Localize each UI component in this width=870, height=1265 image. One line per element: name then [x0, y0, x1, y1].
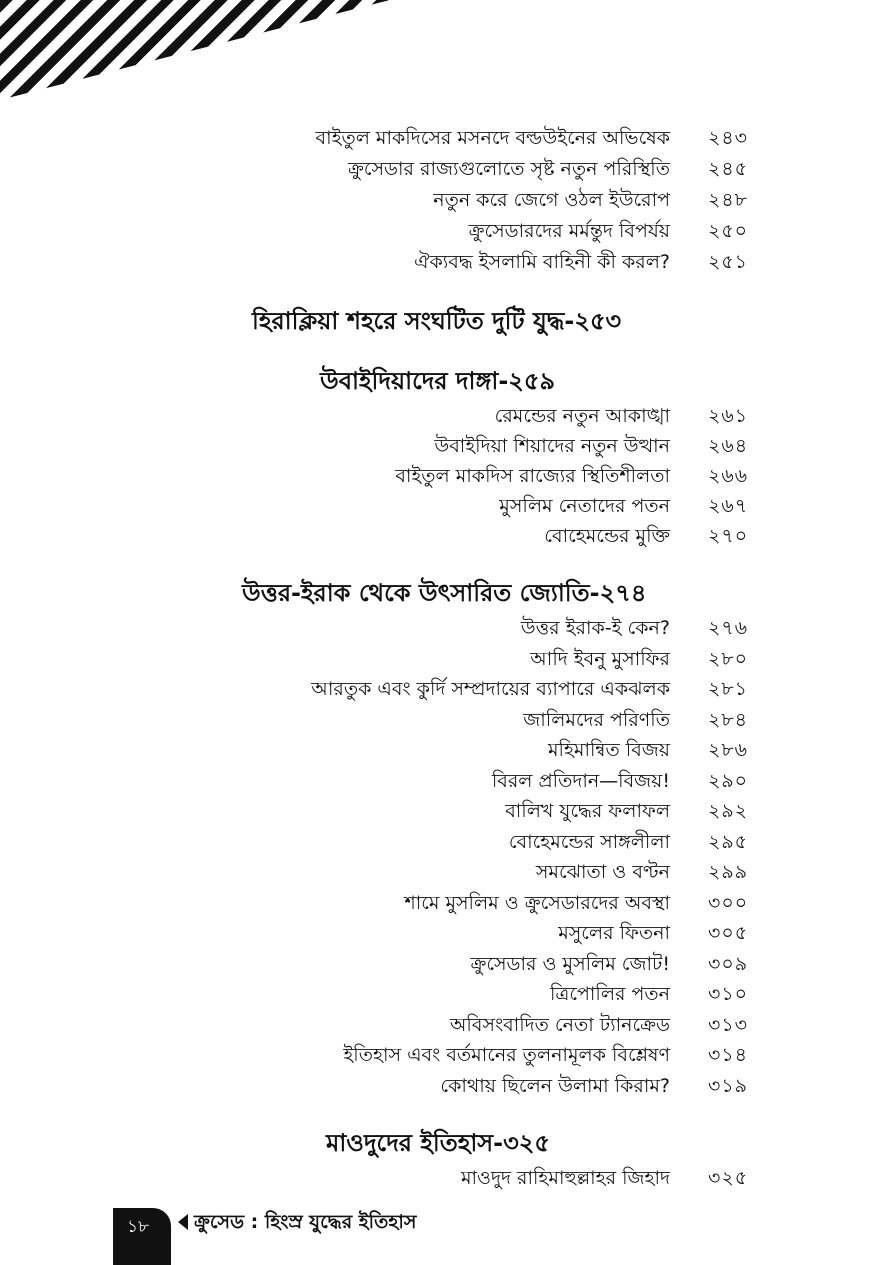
toc-entry-page: ২৬৬ [708, 465, 749, 487]
toc-entry-title[interactable]: রেমন্ডের নতুন আকাঙ্খা [494, 405, 670, 427]
toc-entry-title[interactable]: উবাইদিয়া শিয়াদের নতুন উত্থান [434, 435, 670, 457]
footer-book-title: ক্রুসেড : হিংস্র যুদ্ধের ইতিহাস [194, 1211, 417, 1233]
toc-section-heading[interactable]: হিরাক্লিয়া শহরে সংঘটিত দুটি যুদ্ধ-২৫৩ [252, 307, 622, 335]
toc-entry-page: ২৬৭ [708, 495, 749, 517]
toc-entry-page: ৩১৯ [708, 1075, 749, 1097]
toc-entry-page: ২৪৫ [708, 158, 749, 180]
toc-entry-title[interactable]: ক্রুসেডার রাজ্যগুলোতে সৃষ্ট নতুন পরিস্থিতি [347, 158, 670, 180]
toc-entry-title[interactable]: কোথায় ছিলেন উলামা কিরাম? [440, 1075, 670, 1097]
toc-entry-page: ৩১৪ [708, 1044, 749, 1066]
triangle-left-icon [178, 1214, 188, 1230]
toc-entry-title[interactable]: জালিমদের পরিণতি [523, 709, 670, 731]
toc-entry-page: ২৮৪ [708, 709, 749, 731]
toc-entry-page: ২৫১ [708, 251, 749, 273]
toc-section-heading[interactable]: মাওদুদের ইতিহাস-৩২৫ [326, 1129, 550, 1157]
toc-entry-title[interactable]: বাইতুল মাকদিস রাজ্যের স্থিতিশীলতা [395, 465, 670, 487]
toc-entry-title[interactable]: ঐক্যবদ্ধ ইসলামি বাহিনী কী করল? [414, 251, 670, 273]
toc-entry-title[interactable]: বোহেমন্ডের সাঙ্গলীলা [508, 831, 670, 853]
toc-entry-title[interactable]: বিরল প্রতিদান—বিজয়! [491, 770, 670, 792]
toc-entry-page: ২৮১ [708, 678, 749, 700]
toc-entry-page: ২৫০ [708, 220, 749, 242]
toc-entry-title[interactable]: অবিসংবাদিত নেতা ট্যানক্রেড [449, 1014, 670, 1036]
toc-entry-page: ২৯৯ [708, 861, 749, 883]
toc-entry-title[interactable]: উত্তর ইরাক-ই কেন? [520, 617, 670, 639]
toc-section-heading[interactable]: উত্তর-ইরাক থেকে উৎসারিত জ্যোতি-২৭৪ [242, 579, 647, 607]
toc-entry-page: ২৭০ [708, 525, 749, 547]
toc-entry-title[interactable]: আরতুক এবং কুর্দি সম্প্রদায়ের ব্যাপারে একঝলক [311, 678, 670, 700]
toc-entry-page: ২৯০ [708, 770, 749, 792]
toc-entry-page: ৩২৫ [708, 1167, 749, 1189]
toc-entry-page: ২৯৫ [708, 831, 749, 853]
decorative-corner-stripes [0, 0, 390, 100]
toc-section-heading[interactable]: উবাইদিয়াদের দাঙ্গা-২৫৯ [320, 367, 556, 395]
toc-entry-page: ২৮০ [708, 648, 749, 670]
toc-entry-title[interactable]: ক্রুসেডারদের মর্মন্তুদ বিপর্যয় [468, 220, 670, 242]
toc-entry-page: ৩০৫ [708, 922, 749, 944]
toc-entry-title[interactable]: নতুন করে জেগে ওঠল ইউরোপ [433, 189, 670, 211]
toc-entry-title[interactable]: ক্রুসেডার ও মুসলিম জোট! [470, 953, 670, 975]
toc-entry-title[interactable]: বোহেমন্ডের মুক্তি [544, 525, 670, 547]
toc-entry-title[interactable]: ইতিহাস এবং বর্তমানের তুলনামূলক বিশ্লেষণ [343, 1044, 670, 1066]
toc-entry-title[interactable]: মুসলিম নেতাদের পতন [499, 495, 670, 517]
toc-entry-page: ২৮৬ [708, 739, 749, 761]
toc-entry-page: ২৯২ [708, 800, 749, 822]
toc-entry-page: ২৪৮ [708, 189, 749, 211]
toc-entry-title[interactable]: মসুলের ফিতনা [558, 922, 670, 944]
toc-entry-title[interactable]: বাইতুল মাকদিসের মসনদে বল্ডউইনের অভিষেক [315, 127, 670, 149]
toc-entry-page: ৩০০ [708, 892, 749, 914]
toc-entry-title[interactable]: আদি ইবনু মুসাফির [530, 648, 670, 670]
toc-entry-title[interactable]: বালিখ যুদ্ধের ফলাফল [505, 800, 670, 822]
footer-page-number: ১৮ [126, 1217, 150, 1237]
toc-entry-page: ২৬১ [708, 405, 749, 427]
toc-entry-title[interactable]: শামে মুসলিম ও ক্রুসেডারদের অবস্থা [404, 892, 670, 914]
toc-entry-page: ২৪৩ [708, 127, 749, 149]
toc-entry-title[interactable]: মহিমান্বিত বিজয় [547, 739, 670, 761]
toc-entry-page: ২৭৬ [708, 617, 749, 639]
toc-entry-page: ৩০৯ [708, 953, 749, 975]
toc-entry-page: ৩১০ [708, 983, 749, 1005]
toc-entry-page: ৩১৩ [708, 1014, 749, 1036]
toc-entry-title[interactable]: সমঝোতা ও বণ্টন [535, 861, 670, 883]
toc-entry-title[interactable]: ত্রিপোলির পতন [549, 983, 670, 1005]
toc-entry-page: ২৬৪ [708, 435, 749, 457]
footer-page-badge [113, 1208, 171, 1265]
toc-entry-title[interactable]: মাওদুদ রাহিমাহুল্লাহর জিহাদ [460, 1167, 670, 1189]
